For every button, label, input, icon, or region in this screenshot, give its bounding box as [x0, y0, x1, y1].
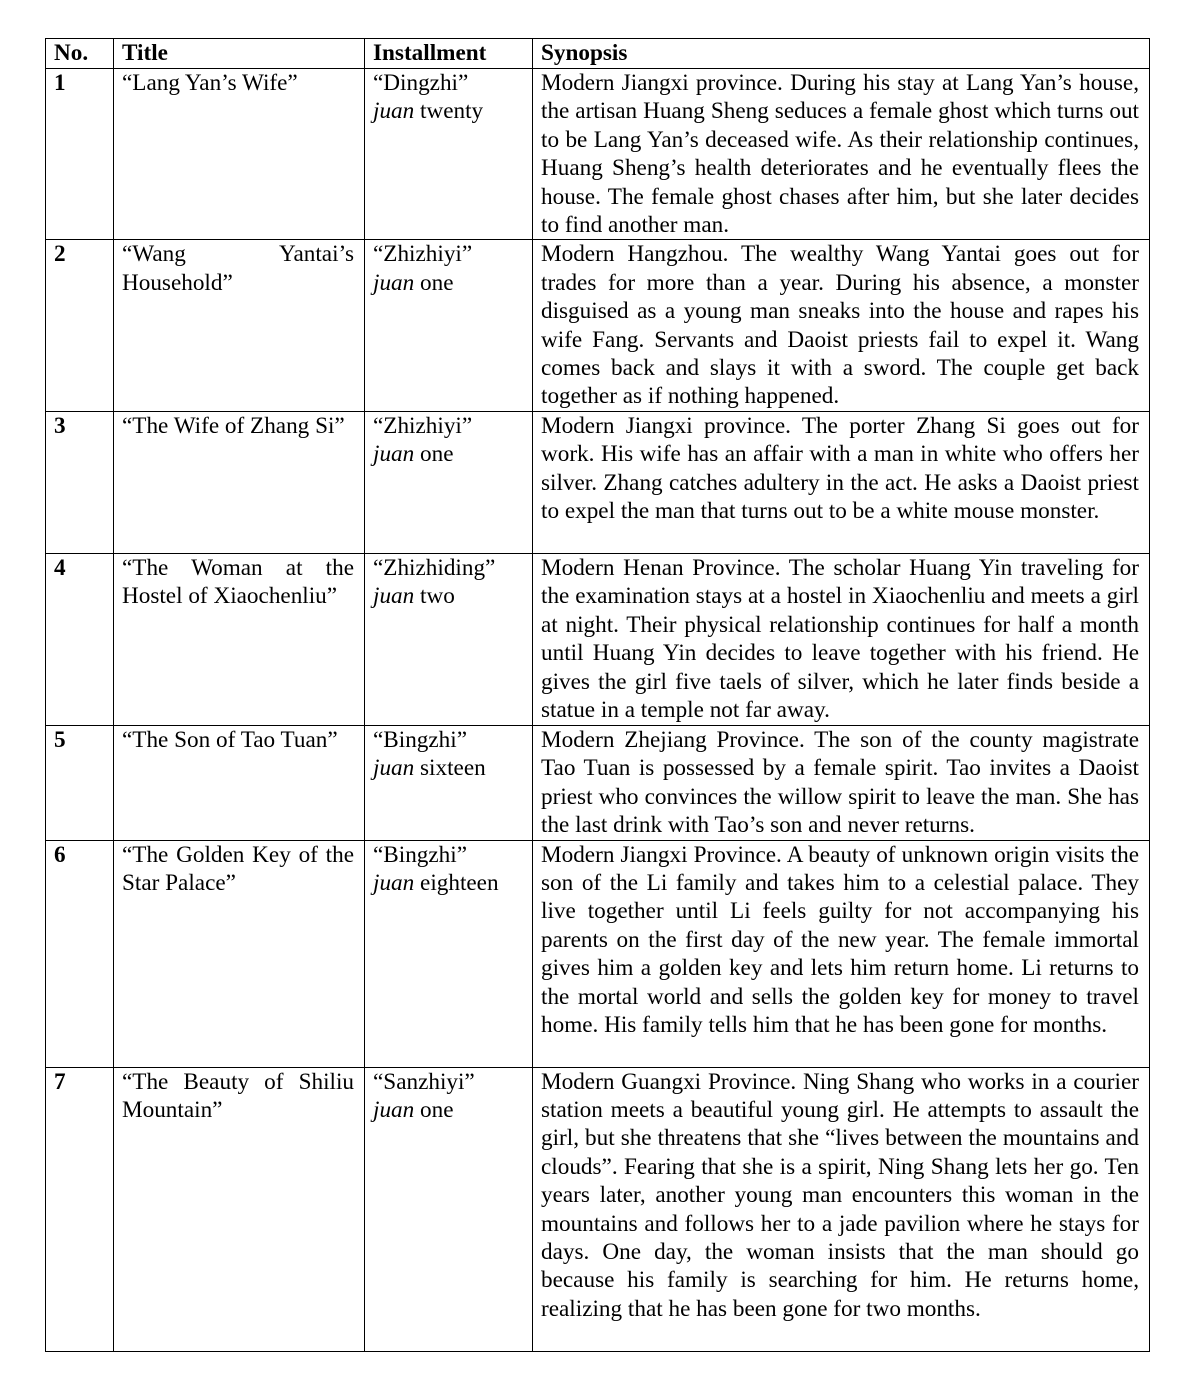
juan-number: one [420, 269, 454, 296]
header-installment: Installment [365, 39, 533, 69]
row-installment [365, 553, 533, 725]
row-title: “Lang Yan’s Wife” [114, 69, 365, 240]
juan-number: sixteen [420, 755, 486, 782]
row-number: 5 [46, 725, 114, 840]
juan-label: juan [373, 1096, 415, 1123]
row-number: 3 [46, 411, 114, 553]
row-synopsis: Modern Hangzhou. The wealthy Wang Yantai goes out for trades for more than a year. During his absence, a monster disguised as a young man sneaks into the house and rapes his wife Fang. Servants and Daoist priests fail to expel it. Wang comes back and slays it with a sword. The couple get back together as if nothing happened. [533, 240, 1150, 411]
installment-name: “Sanzhiyi” [373, 1068, 475, 1095]
juan-label: juan [373, 441, 415, 468]
row-synopsis: Modern Guangxi Province. Ning Shang who works in a courier station meets a beautiful young girl. He attempts to assault the girl, but she threatens that she “lives between the mountains and clouds”. Fearing that she is a spirit, Ning Shang lets her go. Ten years later, another young man encounters this woman in the mountains and follows her to a jade pavilion where he stays for days. One day, the woman insists that the man should go because his family is searching for him. He returns home, realizing that he has been gone for two months. [533, 1067, 1150, 1351]
row-synopsis: Modern Jiangxi province. During his stay at Lang Yan’s house, the artisan Huang Sheng seduces a female ghost which turns out to be Lang Yan’s deceased wife. As their relationship continues, Huang Sheng’s health deteriorates and he eventually flees the house. The female ghost chases after him, but she later decides to find another man. [533, 69, 1150, 240]
table-row [46, 840, 1150, 1067]
juan-label: juan [373, 583, 415, 610]
row-synopsis: Modern Zhejiang Province. The son of the county magistrate Tao Tuan is possessed by a female spirit. Tao invites a Daoist priest who convinces the willow spirit to leave the man. She has the last drink with Tao’s son and never returns. [533, 725, 1150, 840]
row-installment [365, 69, 533, 240]
juan-label: juan [373, 269, 415, 296]
juan-number: eighteen [420, 869, 499, 896]
table-row [46, 553, 1150, 725]
header-synopsis: Synopsis [533, 39, 1150, 69]
row-synopsis: Modern Henan Province. The scholar Huang Yin traveling for the examination stays at a hostel in Xiaochenliu and meets a girl at night. Their physical relationship continues for half a month until Huang Yin decides to leave together with his friend. He gives the girl five taels of silver, which he later finds beside a statue in a temple not far away. [533, 553, 1150, 725]
row-title: “The Beauty of Shiliu Mountain” [114, 1067, 365, 1351]
installment-juan [373, 582, 522, 610]
table-row [46, 725, 1150, 840]
row-number: 6 [46, 840, 114, 1067]
row-synopsis: Modern Jiangxi province. The porter Zhang Si goes out for work. His wife has an affair with a man in white who offers her silver. Zhang catches adultery in the act. He asks a Daoist priest to expel the man that turns out to be a white mouse monster. [533, 411, 1150, 553]
table-row [46, 240, 1150, 411]
row-title: “The Wife of Zhang Si” [114, 411, 365, 553]
row-installment [365, 1067, 533, 1351]
installment-name: “Bingzhi” [373, 841, 468, 868]
juan-label: juan [373, 755, 415, 782]
installment-juan [373, 440, 522, 468]
installment-name: “Zhizhiyi” [373, 241, 473, 268]
header-row [46, 39, 1150, 69]
juan-number: twenty [420, 98, 484, 125]
juan-number: one [420, 1096, 454, 1123]
row-number: 4 [46, 553, 114, 725]
row-number: 2 [46, 240, 114, 411]
row-number: 7 [46, 1067, 114, 1351]
row-synopsis: Modern Jiangxi Province. A beauty of unknown origin visits the son of the Li family and takes him to a celestial palace. They live together until Li feels guilty for not accompanying his parents on the first day of the new year. The female immortal gives him a golden key and lets him return home. Li returns to the mortal world and sells the golden key for money to travel home. His family tells him that he has been gone for months. [533, 840, 1150, 1067]
row-title: “The Son of Tao Tuan” [114, 725, 365, 840]
juan-number: two [420, 583, 455, 610]
table-row [46, 1067, 1150, 1351]
juan-label: juan [373, 869, 415, 896]
row-installment [365, 411, 533, 553]
row-installment [365, 240, 533, 411]
header-title: Title [114, 39, 365, 69]
installment-juan [373, 269, 522, 297]
row-title: “The Golden Key of the Star Palace” [114, 840, 365, 1067]
juan-number: one [420, 441, 454, 468]
installment-name: “Dingzhi” [373, 70, 469, 96]
row-number: 1 [46, 69, 114, 240]
installment-juan [373, 754, 522, 782]
row-installment [365, 840, 533, 1067]
installment-juan [373, 1096, 522, 1124]
installment-name: “Zhizhiding” [373, 554, 496, 581]
table-row [46, 411, 1150, 553]
row-installment [365, 725, 533, 840]
installment-juan [373, 869, 522, 897]
installment-name: “Bingzhi” [373, 726, 468, 753]
header-no: No. [46, 39, 114, 69]
juan-label: juan [373, 98, 415, 125]
table-row [46, 69, 1150, 240]
row-title: “The Woman at the Hostel of Xiaochenliu” [114, 553, 365, 725]
installment-juan [373, 97, 522, 125]
row-title: “Wang Yantai’s Household” [114, 240, 365, 411]
stories-table [45, 38, 1150, 1352]
installment-name: “Zhizhiyi” [373, 412, 473, 439]
